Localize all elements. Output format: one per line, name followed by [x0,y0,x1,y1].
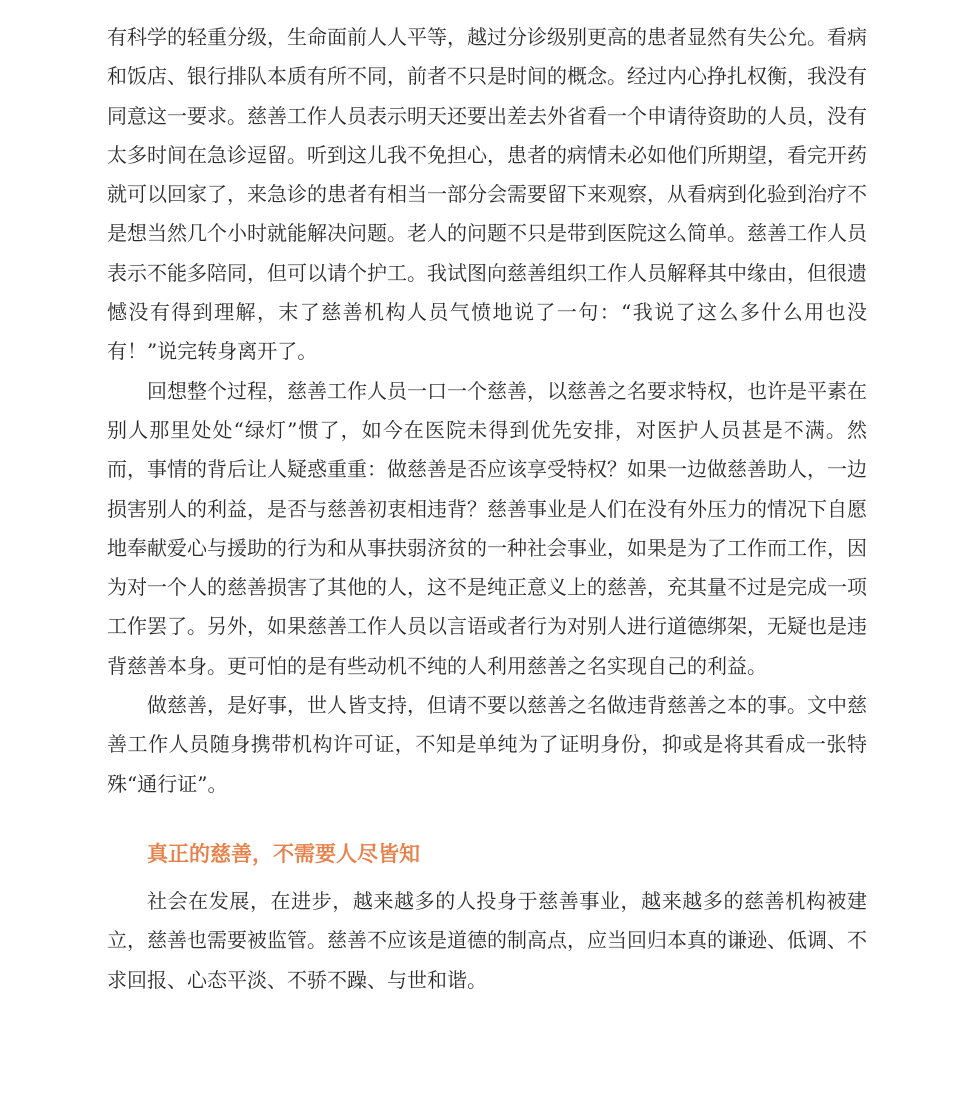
paragraph-3: 做慈善，是好事，世人皆支持，但请不要以慈善之名做违背慈善之本的事。文中慈善工作人员随身携带机构许可证，不知是单纯为了证明身份，抑或是将其看成一张特殊“通行证”。 [107,693,867,796]
paragraph-1: 有科学的轻重分级，生命面前人人平等，越过分诊级别更高的患者显然有失公允。看病和饭店、银行排队本质有所不同，前者不只是时间的概念。经过内心挣扎权衡，我没有同意这一要求。慈善工作人员表示明天还要出差去外省看一个申请待资助的人员，没有太多时间在急诊逗留。听到这儿我不免担心，患者的病情未必如他们所期望，看完开药就可以回家了，来急诊的患者有相当一部分会需要留下来观察，从看病到化验到治疗不是想当然几个小时就能解决问题。老人的问题不只是带到医院这么简单。慈善工作人员表示不能多陪同，但可以请个护工。我试图向慈善组织工作人员解释其中缘由，但很遗憾没有得到理解，末了慈善机构人员气愤地说了一句：“我说了这么多什么用也没有！”说完转身离开了。 [107,25,867,364]
section-heading: 真正的慈善，不需要人尽皆知 [147,841,420,866]
paragraph-2: 回想整个过程，慈善工作人员一口一个慈善，以慈善之名要求特权，也许是平素在别人那里处处“绿灯”惯了，如今在医院未得到优先安排，对医护人员甚是不满。然而，事情的背后让人疑惑重重：做慈善是否应该享受特权？如果一边做慈善助人，一边损害别人的利益，是否与慈善初衷相违背？慈善事业是人们在没有外压力的情况下自愿地奉献爱心与援助的行为和从事扶弱济贫的一种社会事业，如果是为了工作而工作，因为对一个人的慈善损害了其他的人，这不是纯正意义上的慈善，充其量不过是完成一项工作罢了。另外，如果慈善工作人员以言语或者行为对别人进行道德绑架，无疑也是违背慈善本身。更可怕的是有些动机不纯的人利用慈善之名实现自己的利益。 [107,378,867,678]
article-page [107,18,867,1000]
closing-paragraph: 社会在发展，在进步，越来越多的人投身于慈善事业，越来越多的慈善机构被建立，慈善也需要被监管。慈善不应该是道德的制高点，应当回归本真的谦逊、低调、不求回报、心态平淡、不骄不躁、与世和谐。 [107,888,867,992]
